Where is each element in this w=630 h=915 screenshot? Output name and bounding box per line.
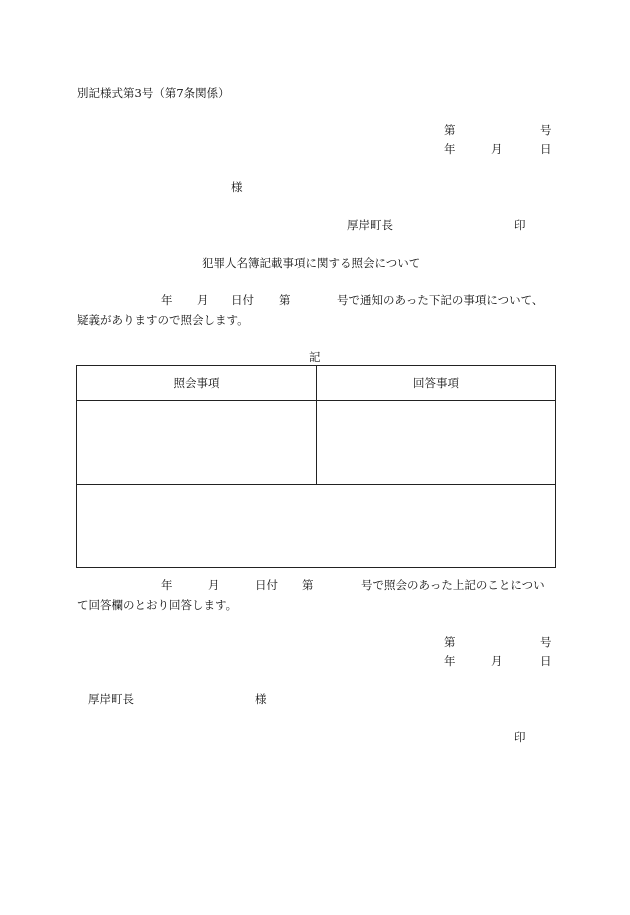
- remarks-cell[interactable]: [77, 485, 555, 567]
- request-addressee-suffix: 様: [231, 180, 243, 194]
- reply-number-label: 第: [444, 635, 456, 649]
- table-bottom-border: [76, 567, 556, 568]
- reply-body-month: 月: [208, 578, 220, 592]
- request-body-year: 年: [161, 293, 173, 307]
- reply-body-number-label: 第: [302, 578, 314, 592]
- request-date-month: 月: [491, 142, 503, 156]
- request-body-date-suffix: 日付: [231, 293, 254, 307]
- request-body-month: 月: [197, 293, 209, 307]
- ki-marker: 記: [309, 350, 321, 364]
- reply-seal: 印: [514, 730, 526, 744]
- reply-body-year: 年: [161, 578, 173, 592]
- reply-body-date-suffix: 日付: [255, 578, 278, 592]
- table-right-border: [555, 365, 556, 568]
- inquiry-cell[interactable]: [77, 401, 316, 484]
- request-seal: 印: [514, 218, 526, 232]
- document-title: 犯罪人名簿記載事項に関する照会について: [202, 256, 421, 270]
- request-date-day: 日: [540, 142, 552, 156]
- reply-date-year: 年: [444, 654, 456, 668]
- reply-date-month: 月: [491, 654, 503, 668]
- reply-body-line2: て回答欄のとおり回答します。: [77, 598, 238, 612]
- request-body-number-label: 第: [279, 293, 291, 307]
- reply-number-suffix: 号: [540, 635, 552, 649]
- request-body-line2: 疑義がありますので照会します。: [77, 313, 249, 327]
- reply-addressee: 厚岸町長: [88, 692, 134, 706]
- answer-cell[interactable]: [317, 401, 555, 484]
- form-heading: 別記様式第3号（第7条関係）: [77, 86, 230, 100]
- reply-addressee-suffix: 様: [255, 692, 267, 706]
- reply-body-line1: 号で照会のあった上記のことについ: [361, 578, 545, 592]
- request-number-suffix: 号: [540, 123, 552, 137]
- request-body-line1: 号で通知のあった下記の事項について、: [337, 293, 544, 307]
- inquiry-column-header: 照会事項: [173, 376, 220, 390]
- request-date-year: 年: [444, 142, 456, 156]
- answer-column-header: 回答事項: [413, 376, 459, 390]
- reply-date-day: 日: [540, 654, 552, 668]
- request-sender: 厚岸町長: [347, 218, 393, 232]
- request-number-label: 第: [444, 123, 456, 137]
